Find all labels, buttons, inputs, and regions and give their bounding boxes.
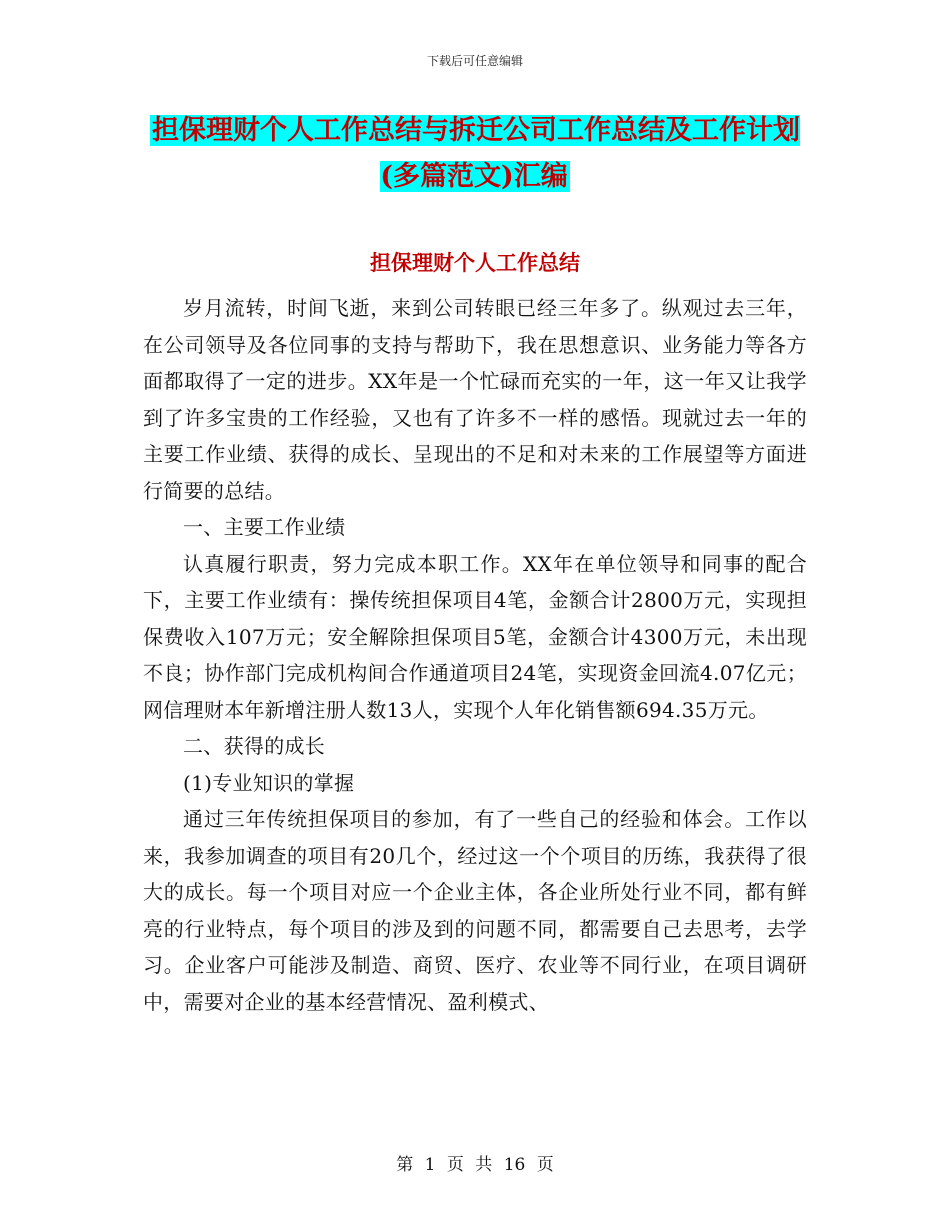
document-title-text: 担保理财个人工作总结与拆迁公司工作总结及工作计划(多篇范文)汇编 bbox=[152, 115, 800, 192]
paragraph-achievements: 认真履行职责，努力完成本职工作。XX年在单位领导和同事的配合下，主要工作业绩有：操传统担保项目4笔，金额合计2800万元，实现担保费收入107万元；安全解除担保项目5笔，金额合计4300万元，未出现不良；协作部门完成机构间合作通道项目24笔，实现资金回流4.07亿元；网信理财本年新增注册人数13人，实现个人年化销售额694.35万元。 bbox=[143, 551, 807, 722]
document-body bbox=[143, 290, 807, 1020]
page-header-note: 下载后可任意编辑 bbox=[426, 54, 523, 68]
heading-main-achievements: 一、主要工作业绩 bbox=[183, 515, 346, 539]
heading-growth: 二、获得的成长 bbox=[183, 734, 326, 758]
document-title bbox=[140, 108, 810, 200]
subheading-professional-knowledge: (1)专业知识的掌握 bbox=[183, 770, 355, 795]
paragraph-growth: 通过三年传统担保项目的参加，有了一些自己的经验和体会。工作以来，我参加调查的项目有20几个，经过这一个个项目的历练，我获得了很大的成长。每一个项目对应一个企业主体，各企业所处行业不同，都有鲜亮的行业特点，每个项目的涉及到的问题不同，都需要自己去思考，去学习。企业客户可能涉及制造、商贸、医疗、农业等不同行业，在项目调研中，需要对企业的基本经营情况、盈利模式、 bbox=[143, 807, 807, 1014]
page-number: 第 1 页 共 16 页 bbox=[396, 1155, 554, 1175]
section-title: 担保理财个人工作总结 bbox=[370, 250, 580, 275]
paragraph-intro: 岁月流转，时间飞逝，来到公司转眼已经三年多了。纵观过去三年，在公司领导及各位同事的支持与帮助下，我在思想意识、业务能力等各方面都取得了一定的进步。XX年是一个忙碌而充实的一年，这一年又让我学到了许多宝贵的工作经验，又也有了许多不一样的感悟。现就过去一年的主要工作业绩、获得的成长、呈现出的不足和对未来的工作展望等方面进行简要的总结。 bbox=[143, 296, 807, 503]
